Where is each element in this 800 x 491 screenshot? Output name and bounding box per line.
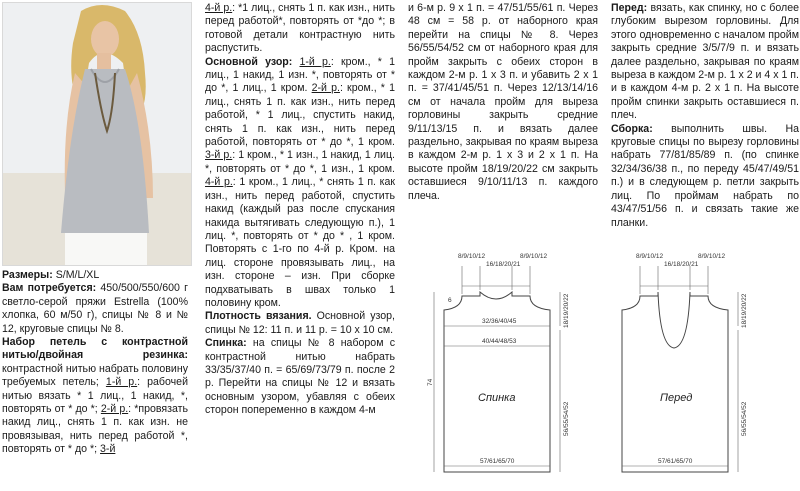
back-pattern-diagram xyxy=(418,236,590,488)
front-width-bottom: 57/61/65/70 xyxy=(658,458,693,465)
back-armhole-height: 18/19/20/22 xyxy=(563,293,570,328)
text-column-4 xyxy=(611,2,799,230)
assembly-label: Сборка: xyxy=(611,122,653,135)
back-length: 74 xyxy=(427,378,434,386)
back-side-height: 56/55/54/52 xyxy=(563,401,570,436)
row-label: 3-й р. xyxy=(205,149,233,162)
materials-value: 450/500/550/600 г светло-серой пряжи Estrella (100% хлопка, 60 м/50 г), спицы № 8 и № 12, круговые спицы № 8. xyxy=(2,282,188,335)
main-pattern-label: Основной узор: xyxy=(205,55,293,68)
front-shoulder-left: 8/9/10/12 xyxy=(636,253,664,260)
front-shoulder-right: 8/9/10/12 xyxy=(698,253,726,260)
back-width-bottom: 57/61/65/70 xyxy=(480,458,515,465)
row-label: 4-й р. xyxy=(205,2,233,14)
front-pattern-diagram xyxy=(602,236,774,488)
back-shoulder-right: 8/9/10/12 xyxy=(520,253,548,260)
instruction-text: : 1 кром., * 1 изн., 1 накид, 1 лиц. *, повторять от * до *, 1 изн., 1 кром. xyxy=(205,149,395,175)
front-neck-width: 16/18/20/21 xyxy=(664,261,699,268)
cast-on-text: : *провязать накид лиц., снять 1 п. как изн. не провязывая, нить перед работой *, повторять от * до *; xyxy=(2,403,189,456)
back-neck-width: 16/18/20/21 xyxy=(486,261,521,268)
front-label: Перед: xyxy=(611,2,648,14)
density-label: Плотность вязания. xyxy=(205,310,312,323)
instruction-text: : 1 кром., 1 лиц., * снять 1 п. как изн., нить перед работой, спустить накид (каждый раз после спускания накида вытягивать следующую п.), 1 лиц. *, повторять от * до * , 1 кром. Повторять с 1-го по 4-й р. Кром. на лиц. стороне провязывать лиц., на изн. стороне – изн. При сборке подхватывать в швах только 1 половину кром. xyxy=(205,176,396,309)
back-piece-label: Спинка xyxy=(478,392,516,404)
front-text: вязать, как спинку, но с более глубоким вырезом горловины. Для этого одновременно с началом пройм закрыть средние 3/5/7/9 п. и вязать далее раздельно, закрывая по краям выреза в каждом 2-м р. 1 х 2 и 4 х 1 п. и в каждом 4-м р. 2 х 1 п. На высоте пройм спинки закрыть оставшиеся п. плеч. xyxy=(611,2,799,122)
instruction-text: : кром., * 1 лиц., 1 накид, 1 изн. *, повторять от * до *, 1 лиц., 1 кром. xyxy=(205,55,395,95)
cast-on-text: контрастной нитью набрать половину требуемых петель; xyxy=(2,362,188,389)
row-label: 4-й р. xyxy=(205,176,233,189)
row-label: 1-й р. xyxy=(105,376,138,389)
row-label: 3-й xyxy=(100,443,116,456)
row-label: 1-й р. xyxy=(299,55,331,68)
row-label: 2-й р. xyxy=(100,403,129,416)
back-neck-depth: 6 xyxy=(448,297,452,304)
row-label: 2-й р. xyxy=(311,82,340,95)
back-width-middle: 40/44/48/53 xyxy=(482,338,517,345)
sizes-value: S/M/L/XL xyxy=(55,269,100,281)
cast-on-label: Набор петель с контрастной нитью/двойная резинка: xyxy=(2,336,188,362)
front-piece-label: Перед xyxy=(660,392,693,404)
cast-on-text: : рабочей нитью вязать * 1 лиц., 1 накид, *, повторять от * до *; xyxy=(2,376,188,416)
instruction-text: : *1 лиц., снять 1 п. как изн., нить перед работой*, повторять от *до *; в готовой детали контрастную нить распустить. xyxy=(205,2,395,55)
sizes-label: Размеры: xyxy=(2,269,53,281)
assembly-text: выполнить швы. На круговые спицы по вырезу горловины набрать 77/81/85/89 п. (по спинке 32/34/36/38 п., по переду 45/47/49/51 п.) и в следующем р. петли закрыть лиц. По проймам набрать по 43/47/51/56 п. и связать такие же планки. xyxy=(611,122,799,229)
front-side-height: 56/55/54/52 xyxy=(741,401,748,436)
back-text: на спицы № 8 набором с контрастной нитью набрать 33/35/37/40 п. = 65/69/73/79 п. после 2 р. Перейти на спицы № 12 и вязать основным узором, убавляя с обеих сторон попеременно в каждом 4-м xyxy=(205,337,395,417)
materials-label: Вам потребуется: xyxy=(2,282,97,295)
back-shoulder-left: 8/9/10/12 xyxy=(458,253,486,260)
model-photo xyxy=(2,2,192,266)
text-column-1 xyxy=(2,269,188,457)
text-column-3 xyxy=(408,2,598,203)
back-continued-text: и 6-м р. 9 х 1 п. = 47/51/55/61 п. Через 48 см = 58 р. от наборного края перейти на спицы № 8. Через 56/55/54/52 см от наборного края для пройм закрыть с обеих сторон в каждом 2-м р. 1 х 3 п. и убавить 2 х 1 п. = 37/41/45/51 п. Через 12/13/14/16 см от начала пройм для выреза горловины закрыть средние 9/11/13/15 п. и вязать далее раздельно, закрывая по краям выреза в каждом 2-м р. 1 х 3 и 2 х 1 п. На высоте пройм 18/19/20/22 см закрыть оставшиеся 9/10/11/13 п. каждого плеча. xyxy=(408,2,598,202)
density-value: Основной узор, спицы № 12: 11 п. и 11 р. = 10 х 10 см. xyxy=(205,310,395,336)
text-column-2 xyxy=(205,2,395,418)
back-width-top: 32/36/40/45 xyxy=(482,318,517,325)
back-label: Спинка: xyxy=(205,337,247,350)
instruction-text: : кром., * 1 лиц., снять 1 п. как изн., нить перед работой, * 1 лиц., спустить накид, снять 1 п. как изн., нить перед работой, повторять от * до *, 1 кром. xyxy=(205,82,395,149)
front-armhole-height: 18/19/20/22 xyxy=(741,293,748,328)
